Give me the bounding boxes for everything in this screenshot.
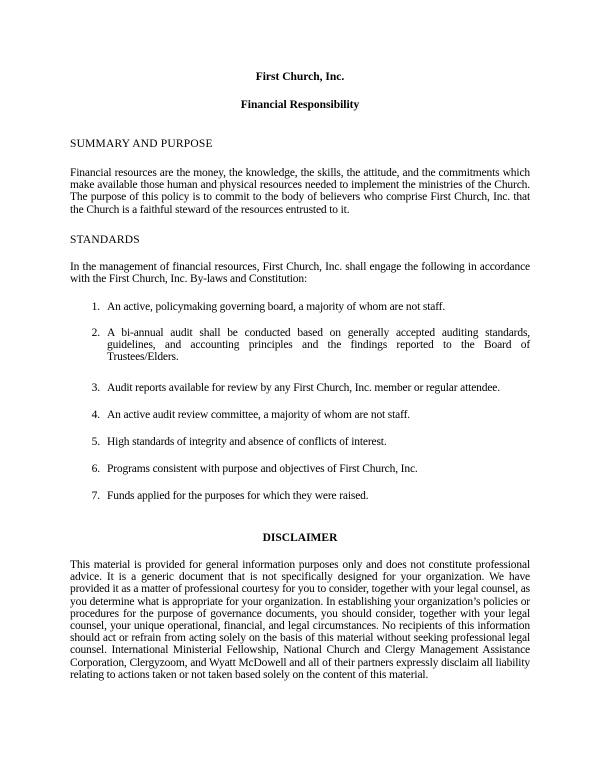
disclaimer-paragraph: This material is provided for general information purposes only and does not constitute professional advice. It is a generic document that is not specifically designed for your organization. We have provided it as a matter of professional courtesy for you to consider, together with your legal counsel, as you determine what is appropriate for your organization. In establishing your organization’s policies or procedures for the purpose of governance documents, you should consider, together with your legal counsel, your unique operational, financial, and legal circumstances. No recipients of this information should act or refrain from acting solely on the basis of this material without seeking professional legal counsel. International Ministerial Fellowship, National Church and Clergy Management Assistance Corporation, Clergyzoom, and Wyatt McDowell and all of their partners expressly disclaim all liability relating to actions taken or not taken based solely on the content of this material. bbox=[70, 559, 530, 681]
disclaimer-heading: DISCLAIMER bbox=[262, 532, 338, 544]
list-item-number: 1. bbox=[91, 301, 100, 313]
list-item-text: A bi-annual audit shall be conducted based on generally accepted auditing standards, guidelines, and accounting principles and the findings reported to the Board of Trustees/Elders. bbox=[107, 327, 530, 364]
summary-heading: SUMMARY AND PURPOSE bbox=[70, 138, 213, 150]
list-item-text: Programs consistent with purpose and objectives of First Church, Inc. bbox=[107, 463, 418, 475]
standards-intro: In the management of financial resources, First Church, Inc. shall engage the following in accordance with the First Church, Inc. By-laws and Constitution: bbox=[70, 261, 530, 286]
document-title: First Church, Inc. bbox=[255, 71, 345, 83]
list-item-number: 5. bbox=[91, 436, 100, 448]
summary-paragraph: Financial resources are the money, the knowledge, the skills, the attitude, and the commitments which make available those human and physical resources needed to implement the ministries of the Church. The purpose of this policy is to commit to the body of believers who comprise First Church, Inc. that the Church is a faithful steward of the resources entrusted to it. bbox=[70, 167, 530, 216]
list-item-text: An active, policymaking governing board, a majority of whom are not staff. bbox=[107, 301, 446, 313]
list-item-number: 4. bbox=[91, 409, 100, 421]
list-item-text: High standards of integrity and absence of conflicts of interest. bbox=[107, 436, 387, 448]
document-subtitle: Financial Responsibility bbox=[240, 99, 360, 111]
list-item-number: 2. bbox=[91, 327, 100, 339]
list-item-text: Audit reports available for review by any First Church, Inc. member or regular attendee. bbox=[107, 382, 500, 394]
list-item-text: Funds applied for the purposes for which they were raised. bbox=[107, 490, 369, 502]
standards-heading: STANDARDS bbox=[70, 234, 140, 246]
list-item-number: 7. bbox=[91, 490, 100, 502]
list-item-number: 6. bbox=[91, 463, 100, 475]
list-item-text: An active audit review committee, a majority of whom are not staff. bbox=[107, 409, 411, 421]
list-item-number: 3. bbox=[91, 382, 100, 394]
